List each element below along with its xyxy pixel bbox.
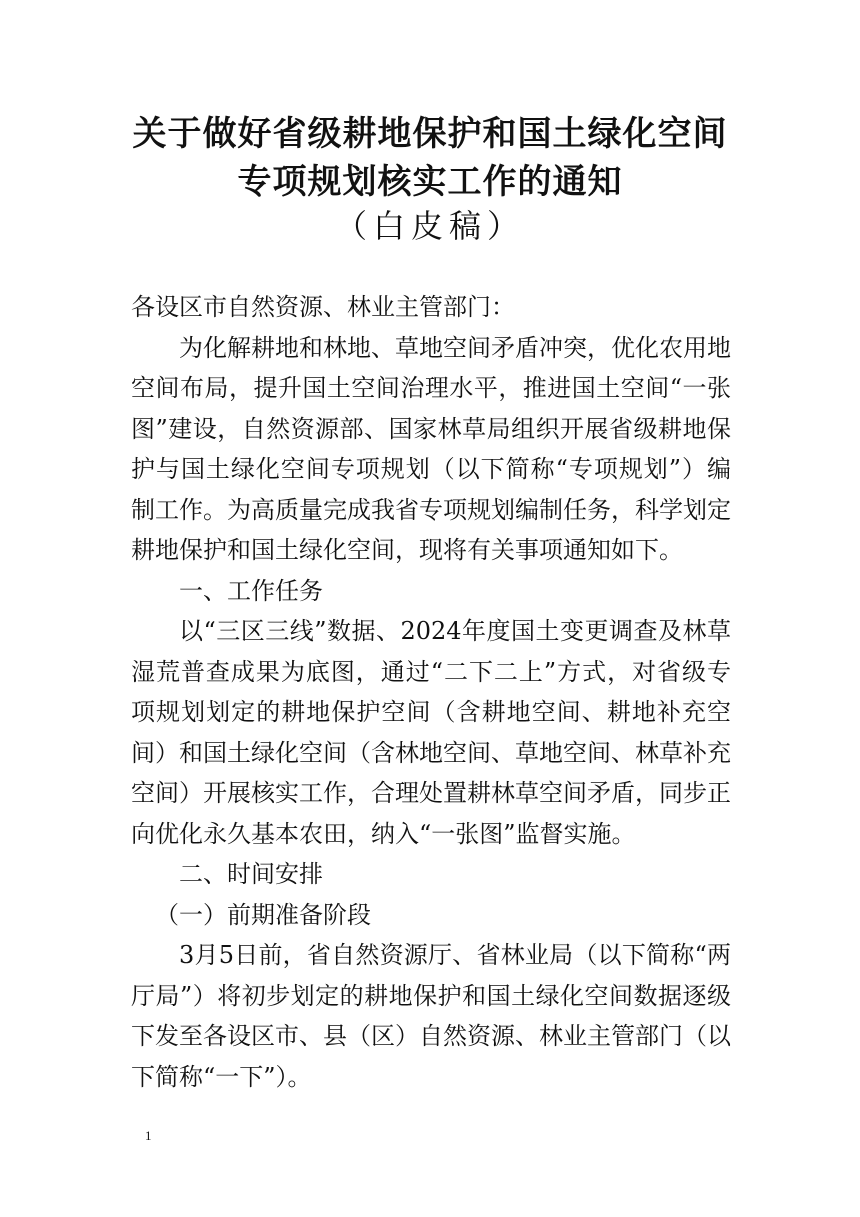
section1-heading: 一、工作任务: [179, 576, 323, 605]
page-number: 1: [145, 1128, 152, 1143]
section2-sub1-paragraph: 3月5日前，省自然资源厅、省林业局（以下简称“两厅局”）将初步划定的耕地保护和国土绿化空间数据逐级下发至各设区市、县（区）自然资源、林业主管部门（以下简称“一下”）。: [131, 941, 731, 1091]
section2-heading: 二、时间安排: [179, 860, 323, 888]
document-title-line1: 关于做好省级耕地保护和国土绿化空间: [132, 114, 728, 154]
document-subtitle: （白皮稿）: [334, 207, 525, 245]
intro-paragraph: 为化解耕地和林地、草地空间矛盾冲突，优化农用地空间布局，提升国土空间治理水平，推进国土空间“一张图”建设，自然资源部、国家林草局组织开展省级耕地保护与国土绿化空间专项规划（以下简称“专项规划”）编制工作。为高质量完成我省专项规划编制任务，科学划定耕地保护和国土绿化空间，现将有关事项通知如下。: [131, 333, 731, 564]
section2-subheading-1: （一）前期准备阶段: [155, 900, 371, 929]
document-title-line2: 专项规划核实工作的通知: [237, 162, 623, 202]
document-body: [131, 287, 731, 1097]
salutation: 各设区市自然资源、林业主管部门：: [131, 293, 515, 321]
section1-paragraph: 以“三区三线”数据、2024年度国土变更调查及林草湿荒普查成果为底图，通过“二下二上”方式，对省级专项规划划定的耕地保护空间（含耕地空间、耕地补充空间）和国土绿化空间（含林地空间、草地空间、林草补充空间）开展核实工作，合理处置耕林草空间矛盾，同步正向优化永久基本农田，纳入“一张图”监督实施。: [131, 617, 731, 848]
